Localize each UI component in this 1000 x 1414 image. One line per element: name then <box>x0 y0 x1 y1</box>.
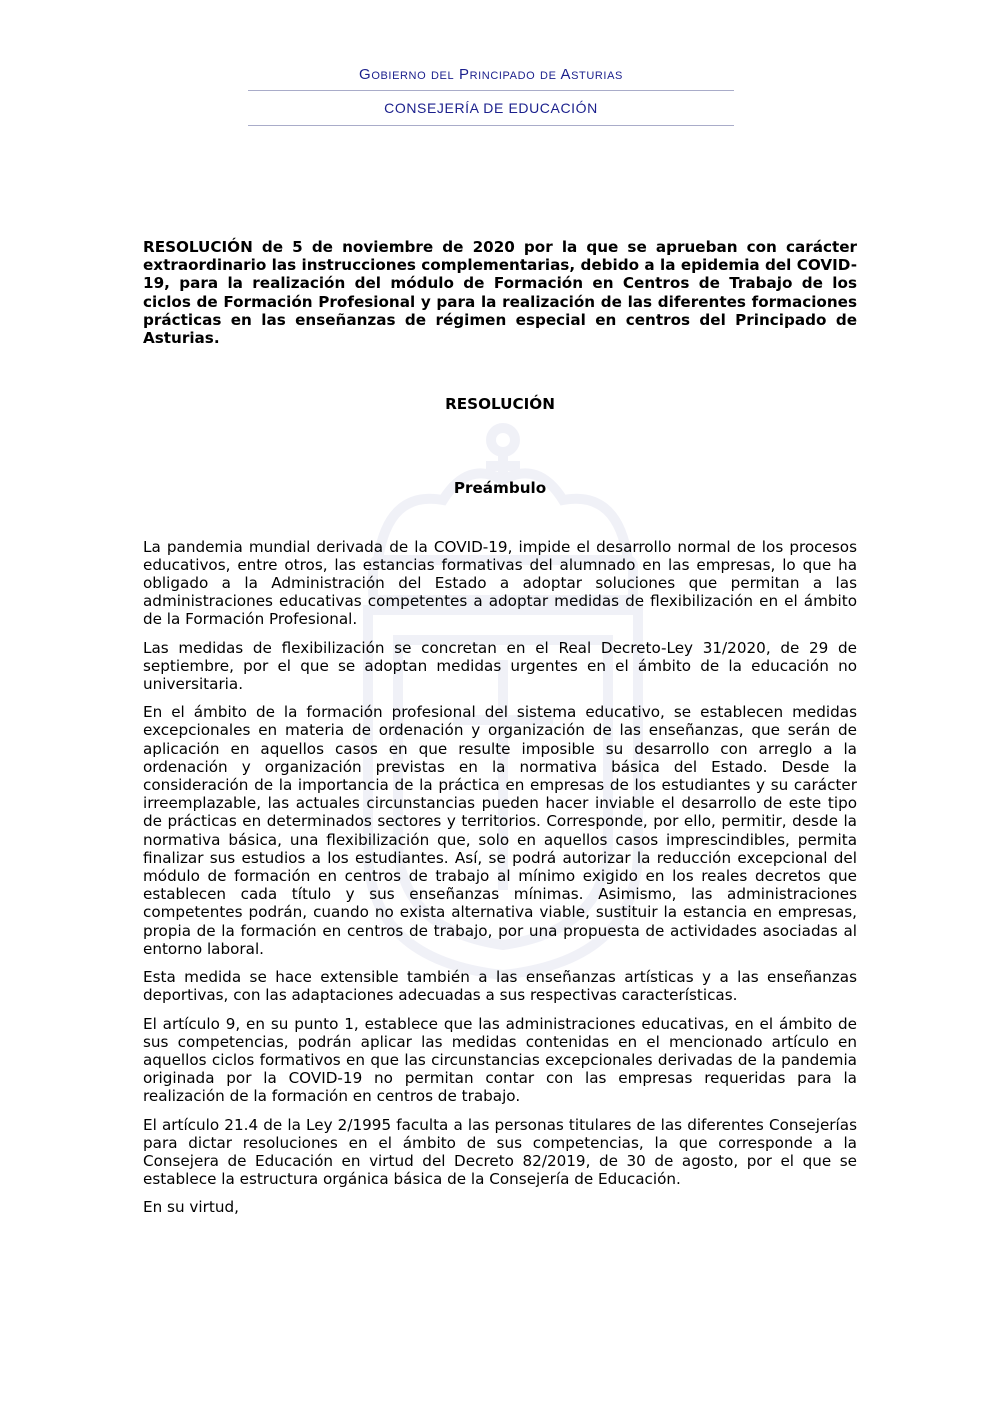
department-name: CONSEJERÍA DE EDUCACIÓN <box>384 100 598 116</box>
paragraph: Esta medida se hace extensible también a las enseñanzas artísticas y a las enseñanzas deportivas, con las adaptaciones adecuadas a sus respectivas características. <box>143 968 857 1005</box>
header-divider-bottom <box>248 125 734 126</box>
paragraph: Las medidas de flexibilización se concretan en el Real Decreto-Ley 31/2020, de 29 de septiembre, por el que se adoptan medidas urgentes en el ámbito de la educación no universitaria. <box>143 638 857 694</box>
heading-resolution: RESOLUCIÓN <box>445 395 555 414</box>
paragraph: El artículo 21.4 de la Ley 2/1995 faculta a las personas titulares de las diferentes Consejerías para dictar resoluciones en el ámbito de sus competencias, la que corresponde a la Consejera de Educación en virtud del Decreto 82/2019, de 30 de agosto, por el que se establece la estructura orgánica básica de la Consejería de Educación. <box>143 1115 857 1189</box>
resolution-title: RESOLUCIÓN de 5 de noviembre de 2020 por la que se aprueban con carácter extraordinario las instrucciones complementarias, debido a la epidemia del COVID-19, para la realización del módulo de Formación en Centros de Trabajo de los ciclos de Formación Profesional y para la realización de las diferentes formaciones prácticas en las enseñanzas de régimen especial en centros del Principado de Asturias. <box>143 238 857 348</box>
heading-preamble: Preámbulo <box>453 479 547 498</box>
paragraph: La pandemia mundial derivada de la COVID-19, impide el desarrollo normal de los procesos educativos, entre otros, las estancias formativas del alumnado en las empresas, lo que ha obligado a la Administración del Estado a adoptar soluciones que permitan a las administraciones educativas competentes a adoptar medidas de flexibilización en el ámbito de la Formación Profesional. <box>143 537 857 629</box>
paragraph: En el ámbito de la formación profesional del sistema educativo, se establecen medidas excepcionales en materia de ordenación y organización de las enseñanzas, que serán de aplicación en aquellos casos en que resulte imposible su desarrollo con arreglo a la ordenación y organización previstas en la normativa básica del Estado. Desde la consideración de la importancia de la práctica en empresas de los estudiantes y su carácter irreemplazable, las actuales circunstancias pueden hacer inviable el desarrollo de este tipo de prácticas en determinados sectores y territorios. Corresponde, por ello, permitir, desde la normativa básica, una flexibilización que, solo en aquellos casos imprescindibles, permita finalizar sus estudios a los estudiantes. Así, se podrá autorizar la reducción excepcional del módulo de formación en centros de trabajo al mínimo exigido en los reales decretos que establecen cada título y sus enseñanzas mínimas. Asimismo, las administraciones competentes podrán, cuando no exista alternativa viable, sustituir la estancia en empresas, propia de la formación en centros de trabajo, por una propuesta de actividades asociadas al entorno laboral. <box>143 703 857 958</box>
letterhead <box>248 60 734 126</box>
paragraph: El artículo 9, en su punto 1, establece que las administraciones educativas, en el ámbito de sus competencias, podrán aplicar las medidas contenidas en el mencionado artículo en aquellos ciclos formativos en que las circunstancias excepcionales derivadas de la pandemia originada por la COVID-19 no permitan contar con las empresas requeridas para la realización de la formación en centros de trabajo. <box>143 1014 857 1106</box>
government-name: Gobierno del Principado de Asturias <box>359 66 623 83</box>
document-body <box>143 238 857 1227</box>
paragraph: En su virtud, <box>143 1198 239 1217</box>
